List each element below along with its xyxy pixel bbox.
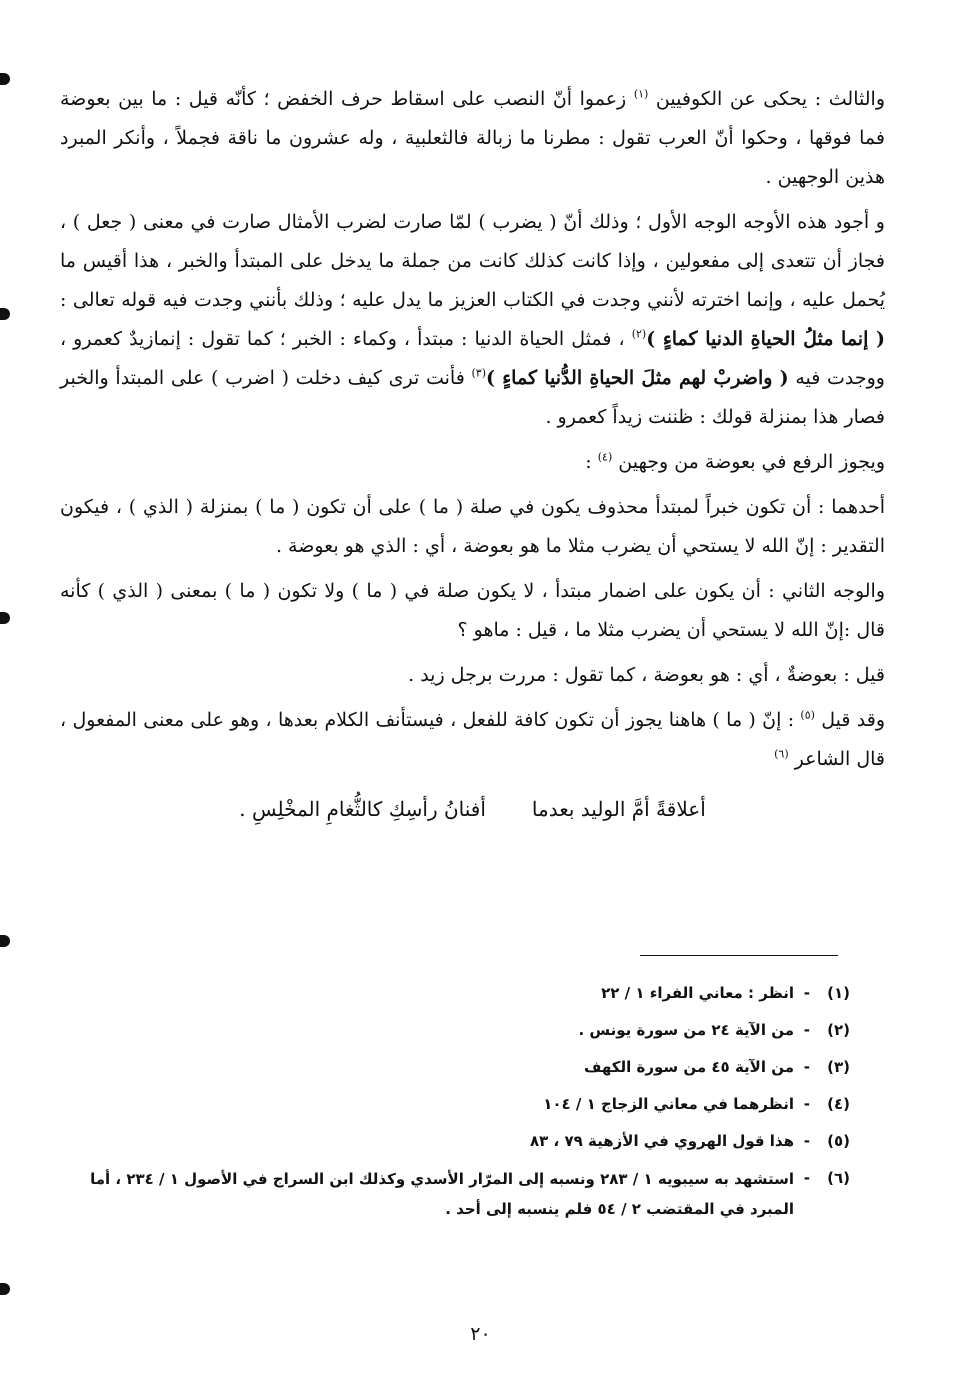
paragraph-text: ، فمثل الحياة الدنيا : مبتدأ ، وكماء : الخبر ؛ كما تقول : إنمازيدٌ كعمرو ، ووجدت فيه bbox=[60, 328, 885, 389]
paragraph-text: : bbox=[585, 451, 598, 473]
footnote-item: (٢) - من الآية ٢٤ من سورة يونس . bbox=[60, 1012, 850, 1049]
paragraph-7 bbox=[60, 701, 885, 779]
footnote-text: هذا قول الهروي في الأزهية ٧٩ ، ٨٣ bbox=[530, 1132, 794, 1150]
paragraph-text: و أجود هذه الأوجه الوجه الأول ؛ وذلك أنّ ( يضرب ) لمّا صارت لضرب الأمثال صارت في معنى ( جعل ) ، فجاز أن تتعدى إلى مفعولين ، وإذا كانت كذلك كانت من جملة ما يدخل على المبتدأ والخبر ، هذا أقيس ما يُحمل عليه ، وإنما اخترته لأنني وجدت في الكتاب العزيز ما يدل عليه ؛ وذلك بأنني وجدت فيه قوله تعالى : bbox=[60, 211, 885, 311]
scan-mark bbox=[0, 308, 10, 320]
footnote-ref: (٥) bbox=[800, 708, 815, 722]
quran-quote: ( إنما مثلُ الحياةِ الدنيا كماءٍ ) bbox=[646, 328, 885, 350]
footnote-ref: (٤) bbox=[597, 450, 613, 464]
footnote-text: من الآية ٢٤ من سورة يونس . bbox=[578, 1021, 794, 1039]
footnote-text: انظرهما في معاني الزجاج ١ / ١٠٤ bbox=[543, 1095, 794, 1113]
paragraph-text: أحدهما : أن تكون خبراً لمبتدأ محذوف يكون في صلة ( ما ) على أن تكون ( ما ) بمنزلة ( الذي ) ، فيكون التقدير : إنّ الله لا يستحي أن يضرب مثلا ما هو بعوضة ، أي : الذي هو بعوضة . bbox=[60, 496, 885, 557]
paragraph-text: قيل : بعوضةٌ ، أي : هو بعوضة ، كما تقول : مررت برجل زيد . bbox=[408, 664, 885, 686]
verse-second-hemistich: أفنانُ رأسِكِ كالثُّغامِ المخْلِسِ . bbox=[239, 797, 486, 821]
quran-quote: ( واضربْ لهم مثلَ الحياةِ الدُّنيا كماءٍ ) bbox=[485, 367, 789, 389]
footnote-ref: (٦) bbox=[774, 747, 789, 761]
footnote-text: استشهد به سيبويه ١ / ٢٨٣ ونسبه إلى المرّار الأسدي وكذلك ابن السراج في الأصول ١ / ٢٣٤ ، أما المبرد في المقتضب ٢ / ٥٤ فلم ينسبه إلى أحد . bbox=[90, 1170, 794, 1218]
footnote-text: من الآية ٤٥ من سورة الكهف bbox=[584, 1058, 794, 1076]
footnote-divider bbox=[640, 955, 838, 956]
paragraph-1 bbox=[60, 80, 885, 197]
footnote-item: (٦) - استشهد به سيبويه ١ / ٢٨٣ ونسبه إلى المرّار الأسدي وكذلك ابن السراج في الأصول ١ / ٢٣٤ ، أما المبرد في المقتضب ٢ / ٥٤ فلم ينسبه إلى أحد . bbox=[60, 1160, 850, 1224]
footnote-item: (٤) - انظرهما في معاني الزجاج ١ / ١٠٤ bbox=[60, 1086, 850, 1123]
paragraph-3 bbox=[60, 443, 885, 482]
footnote-number: (٦) bbox=[827, 1169, 850, 1187]
paragraph-text: والثالث : يحكى عن الكوفيين bbox=[648, 88, 885, 110]
paragraph-text: فأنت ترى كيف دخلت ( اضرب ) على المبتدأ والخبر فصار هذا بمنزلة قولك : ظننت زيداً كعمرو . bbox=[60, 367, 885, 428]
poetry-verse bbox=[60, 797, 885, 821]
paragraph-5 bbox=[60, 572, 885, 650]
verse-first-hemistich: أعلاقةً أمَّ الوليد بعدما bbox=[531, 797, 706, 821]
footnote-item: (٥) - هذا قول الهروي في الأزهية ٧٩ ، ٨٣ bbox=[60, 1123, 850, 1160]
footnote-ref: (٣) bbox=[471, 366, 486, 380]
footnote-number: (٣) bbox=[827, 1058, 850, 1076]
footnote-number: (٤) bbox=[827, 1095, 850, 1113]
footnote-number: (١) bbox=[827, 984, 850, 1002]
page-body bbox=[60, 80, 885, 821]
page-number: ٢٠ bbox=[470, 1323, 491, 1345]
footnote-number: (٢) bbox=[827, 1021, 850, 1039]
footnote-item: (١) - انظر : معاني الفراء ١ / ٢٢ bbox=[60, 975, 850, 1012]
footnote-text: انظر : معاني الفراء ١ / ٢٢ bbox=[601, 984, 794, 1002]
paragraph-text: ويجوز الرفع في بعوضة من وجهين bbox=[612, 451, 885, 473]
scan-mark bbox=[0, 73, 10, 85]
paragraph-text: زعموا أنّ النصب على اسقاط حرف الخفض ؛ كأنّه قيل : ما بين بعوضة فما فوقها ، وحكوا أنّ العرب تقول : مطرنا ما زبالة فالثعلبية ، وله عشرون ما ناقة فجملاً ، وأنكر المبرد هذين الوجهين . bbox=[60, 88, 885, 188]
paragraph-text: والوجه الثاني : أن يكون على اضمار مبتدأ ، لا يكون صلة في ( ما ) ولا تكون ( ما ) بمعنى ( الذي ) كأنه قال :إنّ الله لا يستحي أن يضرب مثلا ما ، قيل : ماهو ؟ bbox=[60, 580, 885, 641]
footnotes bbox=[60, 975, 850, 1224]
paragraph-text: : إنّ ( ما ) هاهنا يجوز أن تكون كافة للفعل ، فيستأنف الكلام بعدها ، وهو على معنى المفعول ، قال الشاعر bbox=[60, 709, 885, 770]
scan-mark bbox=[0, 612, 10, 624]
footnote-ref: (٢) bbox=[631, 327, 647, 341]
scan-mark bbox=[0, 935, 10, 947]
scan-mark bbox=[0, 1283, 10, 1295]
paragraph-4 bbox=[60, 488, 885, 566]
paragraph-text: وقد قيل bbox=[814, 709, 886, 731]
paragraph-2 bbox=[60, 203, 885, 437]
paragraph-6 bbox=[60, 656, 885, 695]
footnote-number: (٥) bbox=[827, 1132, 850, 1150]
footnote-item: (٣) - من الآية ٤٥ من سورة الكهف bbox=[60, 1049, 850, 1086]
footnote-ref: (١) bbox=[633, 87, 649, 101]
